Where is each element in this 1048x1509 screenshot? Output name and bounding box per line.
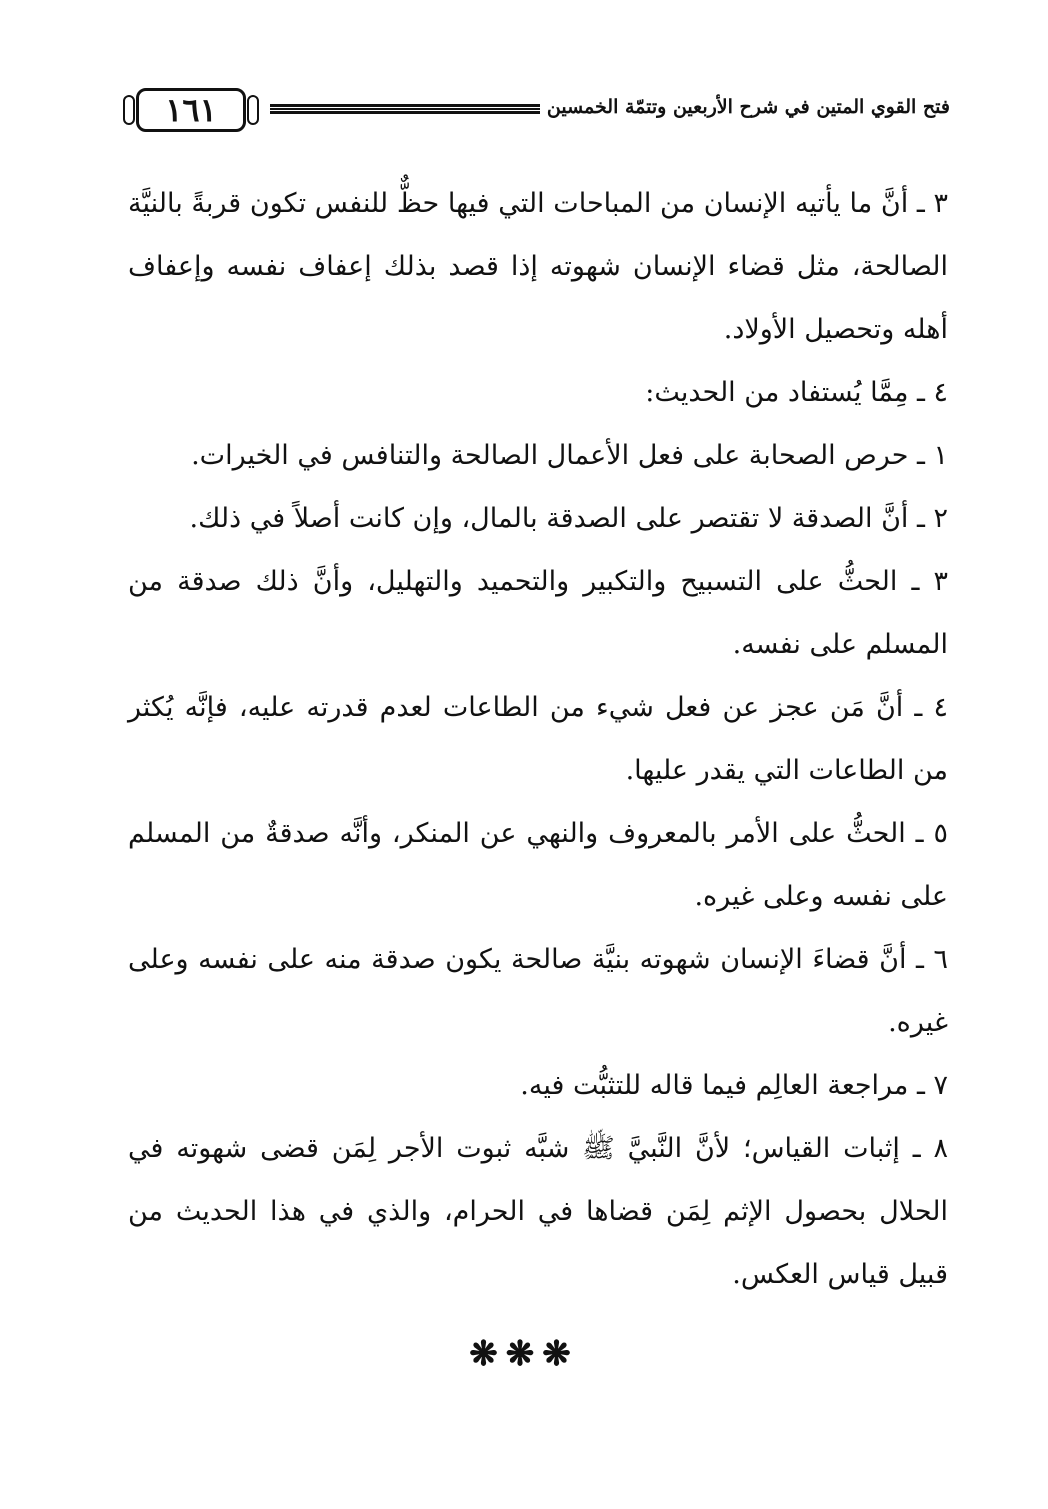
paragraph-2: ٤ ـ مِمَّا يُستفاد من الحديث: xyxy=(645,377,948,408)
paragraph-4: ٢ ـ أنَّ الصدقة لا تقتصر على الصدقة بالمال، وإن كانت أصلاً في ذلك. xyxy=(189,503,948,534)
paragraph-7: ٥ ـ الحثُّ على الأمر بالمعروف والنهي عن المنكر، وأنَّه صدقةٌ من المسلم على نفسه وعلى غيره. xyxy=(128,818,948,912)
page-body xyxy=(128,172,948,1306)
page-number: ١٦١ xyxy=(165,91,217,129)
page-header xyxy=(120,82,950,142)
paragraph-3: ١ ـ حرص الصحابة على فعل الأعمال الصالحة والتنافس في الخيرات. xyxy=(191,440,948,471)
header-rule-inner xyxy=(270,108,540,110)
page-number-frame xyxy=(136,88,246,132)
paragraph-5: ٣ ـ الحثُّ على التسبيح والتكبير والتحميد والتهليل، وأنَّ ذلك صدقة من المسلم على نفسه. xyxy=(128,566,948,660)
paragraph-8: ٦ ـ أنَّ قضاءَ الإنسان شهوته بنيَّة صالحة يكون صدقة منه على نفسه وعلى غيره. xyxy=(128,944,948,1038)
section-end-ornament: ❋❋❋ xyxy=(469,1334,579,1374)
paragraph-9: ٧ ـ مراجعة العالِم فيما قاله للتثبُّت فيه. xyxy=(520,1070,948,1101)
paragraph-1: ٣ ـ أنَّ ما يأتيه الإنسان من المباحات التي فيها حظٌّ للنفس تكون قربةً بالنيَّة الصالحة، مثل قضاء الإنسان شهوته إذا قصد بذلك إعفاف نفسه وإعفاف أهله وتحصيل الأولاد. xyxy=(128,188,948,345)
book-title: فتح القوي المتين في شرح الأربعين وتتمّة الخمسين xyxy=(546,96,950,118)
paragraph-6: ٤ ـ أنَّ مَن عجز عن فعل شيء من الطاعات لعدم قدرته عليه، فإنَّه يُكثر من الطاعات التي يقدر عليها. xyxy=(128,692,948,786)
paragraph-10: ٨ ـ إثبات القياس؛ لأنَّ النَّبيَّ ﷺ شبَّه ثبوت الأجر لِمَن قضى شهوته في الحلال بحصول الإثم لِمَن قضاها في الحرام، والذي في هذا الحديث من قبيل قياس العكس. xyxy=(128,1133,948,1290)
